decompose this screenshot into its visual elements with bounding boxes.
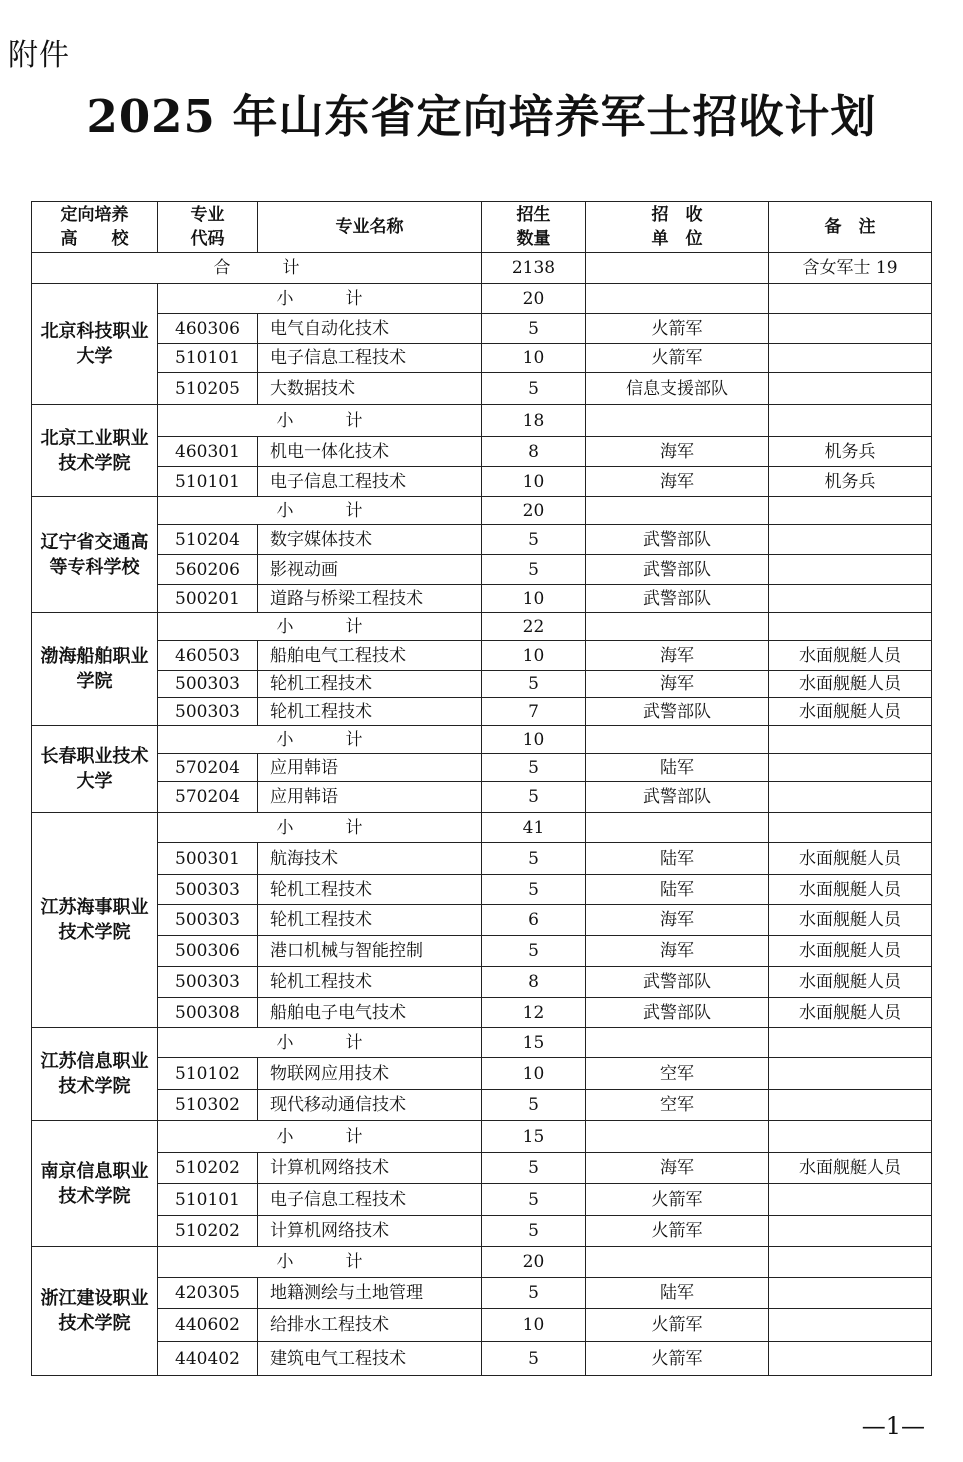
enroll-count: 8 xyxy=(482,437,586,467)
subtotal-row xyxy=(32,613,932,641)
subtotal-count: 18 xyxy=(482,405,586,437)
subtotal-note xyxy=(769,1121,932,1153)
enroll-count: 10 xyxy=(482,1058,586,1090)
recruiting-unit: 陆军 xyxy=(586,1278,769,1309)
major-code: 570204 xyxy=(158,754,258,782)
recruiting-unit: 火箭军 xyxy=(586,314,769,344)
table-row xyxy=(32,1090,932,1121)
subtotal-note xyxy=(769,613,932,641)
major-code: 500303 xyxy=(158,967,258,998)
enroll-count: 5 xyxy=(482,936,586,967)
enroll-count: 5 xyxy=(482,671,586,698)
major-name: 船舶电气工程技术 xyxy=(258,641,482,671)
major-code: 510101 xyxy=(158,467,258,497)
recruiting-unit: 火箭军 xyxy=(586,1184,769,1216)
remark xyxy=(769,1058,932,1090)
school-name: 辽宁省交通高等专科学校 xyxy=(32,497,158,613)
table-row xyxy=(32,344,932,373)
table-row xyxy=(32,1309,932,1342)
major-code: 500303 xyxy=(158,905,258,936)
subtotal-count: 20 xyxy=(482,497,586,525)
major-name: 计算机网络技术 xyxy=(258,1153,482,1184)
remark: 水面舰艇人员 xyxy=(769,875,932,905)
school-name: 北京工业职业技术学院 xyxy=(32,405,158,497)
enroll-count: 5 xyxy=(482,525,586,555)
enroll-count: 10 xyxy=(482,585,586,613)
table-row xyxy=(32,1342,932,1376)
subtotal-label: 小 计 xyxy=(158,497,482,525)
total-row xyxy=(32,253,932,284)
major-code: 500308 xyxy=(158,998,258,1028)
major-name: 给排水工程技术 xyxy=(258,1309,482,1342)
subtotal-count: 41 xyxy=(482,813,586,843)
table-row xyxy=(32,936,932,967)
attachment-label: 附件 xyxy=(8,38,70,73)
major-name: 地籍测绘与土地管理 xyxy=(258,1278,482,1309)
major-name: 电子信息工程技术 xyxy=(258,344,482,373)
remark: 机务兵 xyxy=(769,437,932,467)
major-code: 440602 xyxy=(158,1309,258,1342)
table-row xyxy=(32,782,932,813)
table-row xyxy=(32,467,932,497)
major-name: 影视动画 xyxy=(258,555,482,585)
enroll-count: 6 xyxy=(482,905,586,936)
major-code: 460301 xyxy=(158,437,258,467)
table-row xyxy=(32,373,932,405)
subtotal-count: 15 xyxy=(482,1028,586,1058)
major-code: 440402 xyxy=(158,1342,258,1376)
school-name: 北京科技职业大学 xyxy=(32,284,158,405)
subtotal-label: 小 计 xyxy=(158,405,482,437)
remark: 水面舰艇人员 xyxy=(769,641,932,671)
school-name: 长春职业技术大学 xyxy=(32,726,158,813)
enroll-count: 10 xyxy=(482,344,586,373)
major-name: 轮机工程技术 xyxy=(258,967,482,998)
subtotal-label: 小 计 xyxy=(158,284,482,314)
recruiting-unit: 武警部队 xyxy=(586,698,769,726)
subtotal-label: 小 计 xyxy=(158,1028,482,1058)
school-name: 江苏海事职业技术学院 xyxy=(32,813,158,1028)
page-title: 2025 年山东省定向培养军士招收计划 xyxy=(86,90,877,143)
enroll-count: 5 xyxy=(482,1278,586,1309)
subtotal-label: 小 计 xyxy=(158,726,482,754)
enroll-count: 5 xyxy=(482,843,586,875)
table-row xyxy=(32,1216,932,1247)
major-name: 物联网应用技术 xyxy=(258,1058,482,1090)
enroll-count: 5 xyxy=(482,1090,586,1121)
subtotal-note xyxy=(769,1247,932,1278)
total-note: 含女军士 19 xyxy=(769,253,932,284)
page-number: —1— xyxy=(861,1412,925,1440)
recruiting-unit: 海军 xyxy=(586,641,769,671)
table-row xyxy=(32,843,932,875)
remark xyxy=(769,782,932,813)
major-name: 电子信息工程技术 xyxy=(258,1184,482,1216)
recruiting-unit: 火箭军 xyxy=(586,1342,769,1376)
table-row xyxy=(32,1184,932,1216)
recruiting-unit: 武警部队 xyxy=(586,967,769,998)
major-code: 510101 xyxy=(158,1184,258,1216)
major-name: 现代移动通信技术 xyxy=(258,1090,482,1121)
subtotal-note xyxy=(769,1028,932,1058)
table-row xyxy=(32,754,932,782)
header-note: 备 注 xyxy=(769,202,932,253)
major-code: 500306 xyxy=(158,936,258,967)
enroll-count: 5 xyxy=(482,373,586,405)
enroll-count: 5 xyxy=(482,555,586,585)
table-row xyxy=(32,967,932,998)
subtotal-label: 小 计 xyxy=(158,813,482,843)
remark: 水面舰艇人员 xyxy=(769,936,932,967)
subtotal-row xyxy=(32,726,932,754)
major-code: 500303 xyxy=(158,875,258,905)
table-row xyxy=(32,555,932,585)
subtotal-note xyxy=(769,405,932,437)
major-code: 510202 xyxy=(158,1153,258,1184)
header-unit: 招 收 单 位 xyxy=(586,202,769,253)
header-count: 招生 数量 xyxy=(482,202,586,253)
subtotal-label: 小 计 xyxy=(158,1247,482,1278)
major-name: 数字媒体技术 xyxy=(258,525,482,555)
enroll-count: 5 xyxy=(482,782,586,813)
remark xyxy=(769,1309,932,1342)
remark xyxy=(769,1216,932,1247)
remark: 水面舰艇人员 xyxy=(769,905,932,936)
remark xyxy=(769,373,932,405)
header-school: 定向培养 高 校 xyxy=(32,202,158,253)
recruiting-unit: 信息支援部队 xyxy=(586,373,769,405)
major-name: 电子信息工程技术 xyxy=(258,467,482,497)
recruiting-unit: 武警部队 xyxy=(586,585,769,613)
subtotal-row xyxy=(32,813,932,843)
table-header-row xyxy=(32,202,932,253)
recruiting-unit: 陆军 xyxy=(586,754,769,782)
recruiting-unit: 海军 xyxy=(586,905,769,936)
school-name: 渤海船舶职业学院 xyxy=(32,613,158,726)
remark: 水面舰艇人员 xyxy=(769,843,932,875)
table-row xyxy=(32,671,932,698)
recruiting-unit: 陆军 xyxy=(586,843,769,875)
recruiting-unit: 海军 xyxy=(586,671,769,698)
major-code: 500303 xyxy=(158,698,258,726)
enroll-count: 5 xyxy=(482,875,586,905)
table-row xyxy=(32,525,932,555)
subtotal-row xyxy=(32,284,932,314)
remark xyxy=(769,1184,932,1216)
subtotal-unit xyxy=(586,813,769,843)
enroll-count: 5 xyxy=(482,314,586,344)
major-name: 轮机工程技术 xyxy=(258,905,482,936)
major-code: 570204 xyxy=(158,782,258,813)
subtotal-unit xyxy=(586,405,769,437)
major-code: 460503 xyxy=(158,641,258,671)
subtotal-row xyxy=(32,497,932,525)
recruiting-unit: 武警部队 xyxy=(586,555,769,585)
major-name: 电气自动化技术 xyxy=(258,314,482,344)
major-code: 510101 xyxy=(158,344,258,373)
total-label: 合 计 xyxy=(32,253,482,284)
total-count: 2138 xyxy=(482,253,586,284)
remark xyxy=(769,585,932,613)
subtotal-count: 20 xyxy=(482,284,586,314)
table-row xyxy=(32,641,932,671)
major-name: 港口机械与智能控制 xyxy=(258,936,482,967)
recruiting-unit: 武警部队 xyxy=(586,782,769,813)
remark xyxy=(769,314,932,344)
major-code: 510202 xyxy=(158,1216,258,1247)
enroll-count: 5 xyxy=(482,1342,586,1376)
remark xyxy=(769,555,932,585)
major-name: 轮机工程技术 xyxy=(258,671,482,698)
subtotal-unit xyxy=(586,497,769,525)
major-name: 机电一体化技术 xyxy=(258,437,482,467)
major-code: 510102 xyxy=(158,1058,258,1090)
recruiting-unit: 空军 xyxy=(586,1090,769,1121)
remark xyxy=(769,1090,932,1121)
major-code: 560206 xyxy=(158,555,258,585)
table-row xyxy=(32,585,932,613)
enroll-count: 5 xyxy=(482,754,586,782)
major-name: 道路与桥梁工程技术 xyxy=(258,585,482,613)
subtotal-unit xyxy=(586,613,769,641)
enroll-count: 10 xyxy=(482,641,586,671)
enroll-count: 10 xyxy=(482,467,586,497)
recruiting-unit: 火箭军 xyxy=(586,1309,769,1342)
subtotal-count: 20 xyxy=(482,1247,586,1278)
table-row xyxy=(32,998,932,1028)
subtotal-row xyxy=(32,405,932,437)
school-name: 浙江建设职业技术学院 xyxy=(32,1247,158,1376)
enroll-count: 10 xyxy=(482,1309,586,1342)
header-major: 专业名称 xyxy=(258,202,482,253)
school-name: 江苏信息职业技术学院 xyxy=(32,1028,158,1121)
major-code: 510204 xyxy=(158,525,258,555)
subtotal-row xyxy=(32,1247,932,1278)
major-name: 航海技术 xyxy=(258,843,482,875)
subtotal-unit xyxy=(586,1028,769,1058)
subtotal-note xyxy=(769,497,932,525)
major-code: 460306 xyxy=(158,314,258,344)
subtotal-unit xyxy=(586,726,769,754)
subtotal-note xyxy=(769,813,932,843)
remark: 水面舰艇人员 xyxy=(769,698,932,726)
recruiting-unit: 海军 xyxy=(586,467,769,497)
subtotal-label: 小 计 xyxy=(158,613,482,641)
major-code: 500303 xyxy=(158,671,258,698)
remark xyxy=(769,525,932,555)
table-row xyxy=(32,698,932,726)
subtotal-count: 22 xyxy=(482,613,586,641)
major-name: 大数据技术 xyxy=(258,373,482,405)
major-code: 500201 xyxy=(158,585,258,613)
subtotal-count: 15 xyxy=(482,1121,586,1153)
remark: 机务兵 xyxy=(769,467,932,497)
table-row xyxy=(32,905,932,936)
major-code: 510205 xyxy=(158,373,258,405)
major-code: 420305 xyxy=(158,1278,258,1309)
table-row xyxy=(32,1278,932,1309)
total-unit xyxy=(586,253,769,284)
enroll-count: 8 xyxy=(482,967,586,998)
header-code: 专业 代码 xyxy=(158,202,258,253)
major-name: 计算机网络技术 xyxy=(258,1216,482,1247)
recruitment-plan-table xyxy=(31,201,932,1376)
major-code: 510302 xyxy=(158,1090,258,1121)
remark xyxy=(769,1342,932,1376)
major-code: 500301 xyxy=(158,843,258,875)
remark xyxy=(769,344,932,373)
recruiting-unit: 火箭军 xyxy=(586,1216,769,1247)
major-name: 轮机工程技术 xyxy=(258,698,482,726)
recruiting-unit: 火箭军 xyxy=(586,344,769,373)
subtotal-unit xyxy=(586,1247,769,1278)
table-row xyxy=(32,314,932,344)
recruiting-unit: 海军 xyxy=(586,437,769,467)
enroll-count: 5 xyxy=(482,1184,586,1216)
remark xyxy=(769,1278,932,1309)
subtotal-note xyxy=(769,726,932,754)
major-name: 轮机工程技术 xyxy=(258,875,482,905)
school-name: 南京信息职业技术学院 xyxy=(32,1121,158,1247)
recruiting-unit: 海军 xyxy=(586,936,769,967)
subtotal-unit xyxy=(586,1121,769,1153)
recruiting-unit: 武警部队 xyxy=(586,525,769,555)
remark: 水面舰艇人员 xyxy=(769,1153,932,1184)
recruiting-unit: 武警部队 xyxy=(586,998,769,1028)
major-name: 建筑电气工程技术 xyxy=(258,1342,482,1376)
subtotal-label: 小 计 xyxy=(158,1121,482,1153)
subtotal-count: 10 xyxy=(482,726,586,754)
enroll-count: 7 xyxy=(482,698,586,726)
enroll-count: 12 xyxy=(482,998,586,1028)
remark: 水面舰艇人员 xyxy=(769,671,932,698)
recruiting-unit: 陆军 xyxy=(586,875,769,905)
subtotal-row xyxy=(32,1121,932,1153)
table-row xyxy=(32,437,932,467)
remark xyxy=(769,754,932,782)
enroll-count: 5 xyxy=(482,1153,586,1184)
enroll-count: 5 xyxy=(482,1216,586,1247)
table-row xyxy=(32,1153,932,1184)
remark: 水面舰艇人员 xyxy=(769,967,932,998)
recruiting-unit: 海军 xyxy=(586,1153,769,1184)
table-row xyxy=(32,875,932,905)
subtotal-note xyxy=(769,284,932,314)
major-name: 应用韩语 xyxy=(258,754,482,782)
subtotal-unit xyxy=(586,284,769,314)
subtotal-row xyxy=(32,1028,932,1058)
remark: 水面舰艇人员 xyxy=(769,998,932,1028)
recruiting-unit: 空军 xyxy=(586,1058,769,1090)
major-name: 船舶电子电气技术 xyxy=(258,998,482,1028)
table-row xyxy=(32,1058,932,1090)
major-name: 应用韩语 xyxy=(258,782,482,813)
